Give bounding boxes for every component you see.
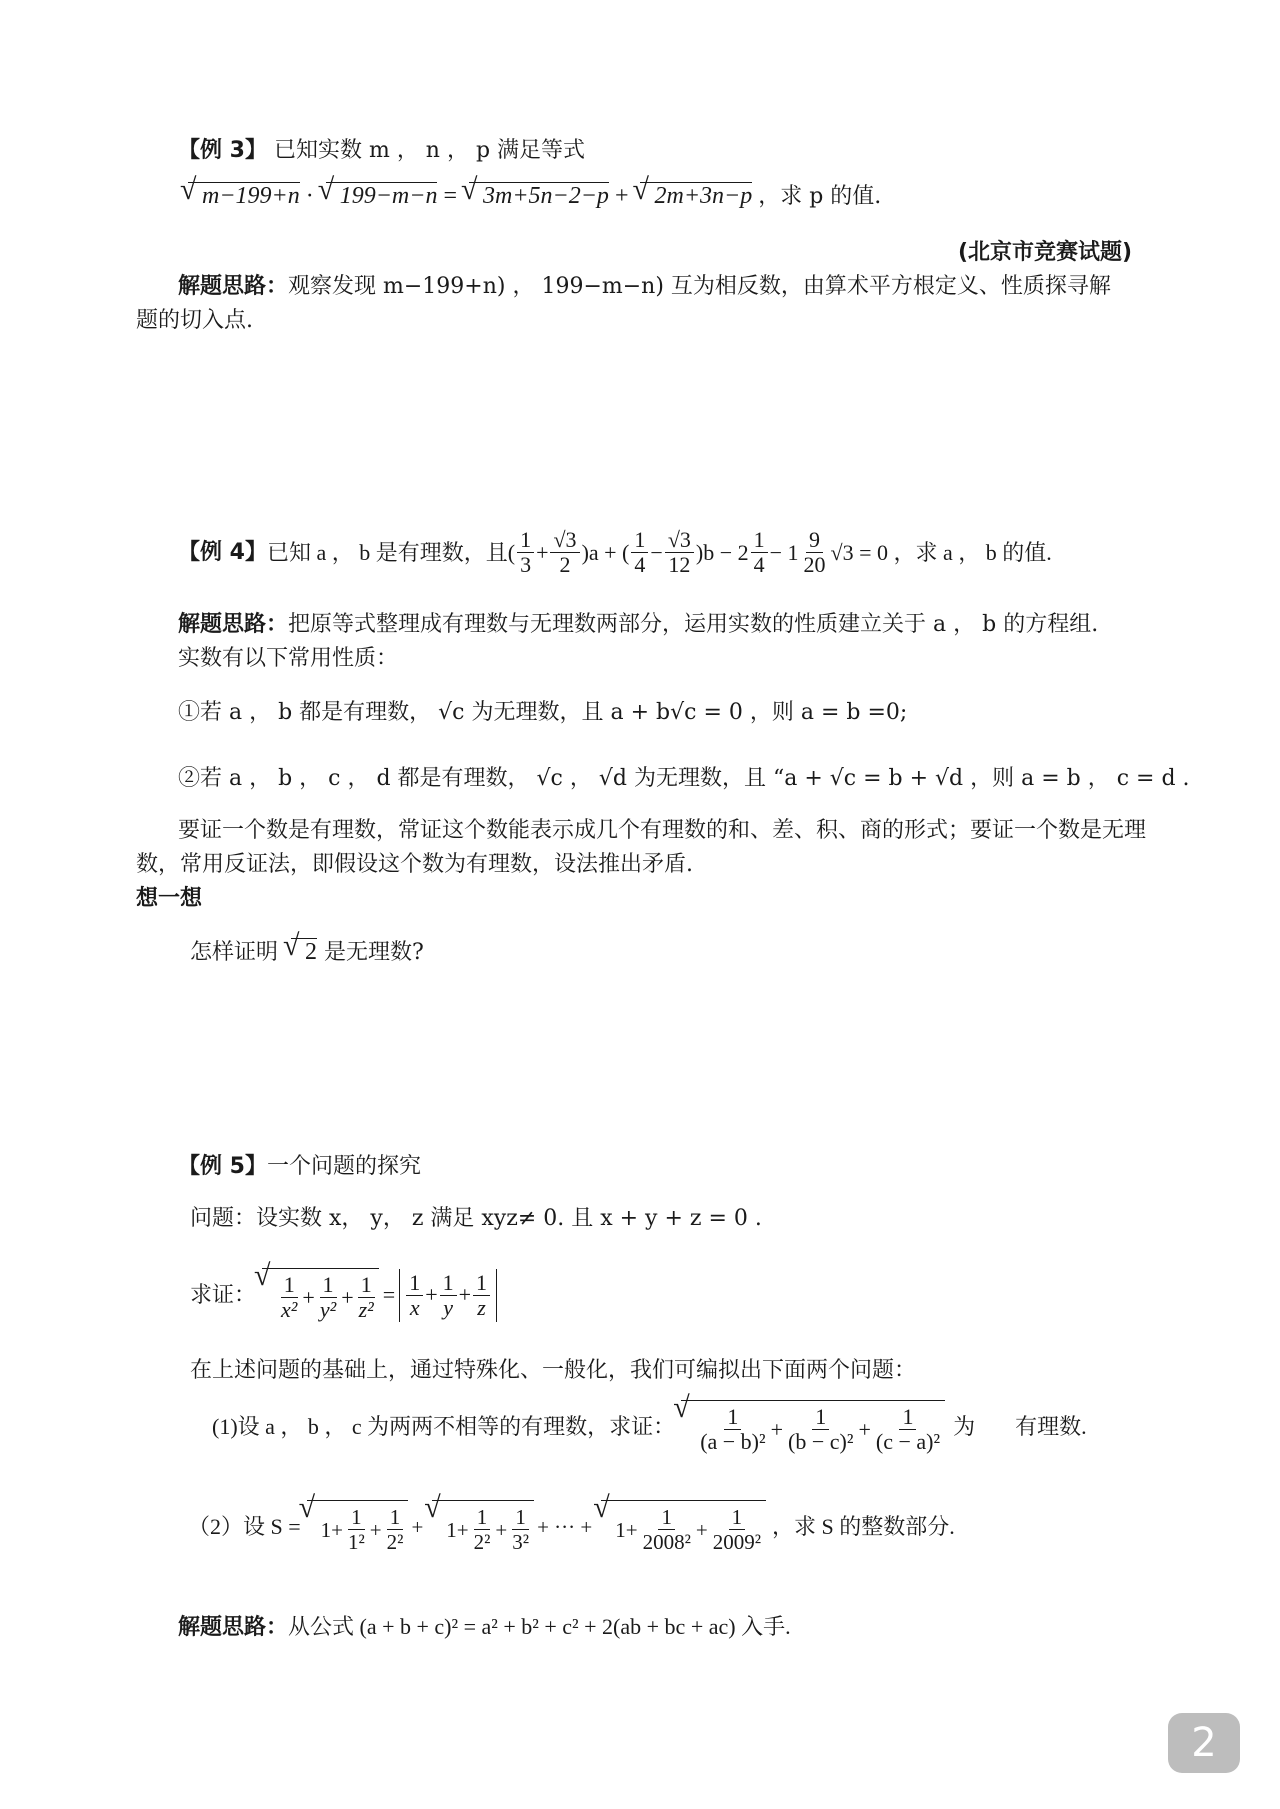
ex3-intro: 已知实数 m ， n ， p 满足等式 (273, 138, 586, 163)
numerator: 1 (729, 1505, 746, 1530)
ex4-hint-line1: 把原等式整理成有理数与无理数两部分，运用实数的性质建立关于 a ， b 的方程组. (288, 612, 1099, 637)
denominator: 2 (559, 552, 571, 577)
denominator: 2² (386, 1530, 404, 1554)
fraction (631, 528, 648, 577)
ex4-hint-line2: 实数有以下常用性质： (178, 646, 399, 671)
ex5-prove-label: 求证： (190, 1282, 257, 1307)
ex5-q2-post: ，求 S 的整数部分. (772, 1514, 955, 1539)
fraction (873, 1405, 943, 1454)
ex3-hint-line2: 题的切入点. (136, 308, 253, 333)
ex5-prove-equation (190, 1268, 497, 1322)
ex4-statement (178, 528, 1052, 577)
plus-sign: + (770, 1416, 784, 1442)
ex5-hint (178, 1612, 791, 1643)
fraction (697, 1405, 768, 1454)
ex3-radical-3: √ 3m+5n−2−p (469, 182, 609, 209)
think-question-pre: 怎样证明 (190, 940, 279, 965)
ex4-hint (178, 610, 1098, 640)
fraction (317, 1273, 339, 1322)
fraction (785, 1405, 856, 1454)
denominator: z (477, 1294, 486, 1320)
ex5-q2-radical-1 (307, 1500, 409, 1554)
fraction (473, 1271, 490, 1320)
numerator: 1 (473, 1271, 490, 1296)
denominator: 3 (520, 552, 532, 577)
ex4-property-1: ①若 a ， b 都是有理数， √c 为无理数，且 a + b√c = 0 ，则 a = b =0; (178, 700, 908, 725)
plus-sign: + (302, 1284, 315, 1310)
numerator: 1 (348, 1505, 365, 1530)
ex5-context: 在上述问题的基础上，通过特殊化、一般化，我们可编拟出下面两个问题： (190, 1358, 917, 1383)
ex5-q1-post2: 有理数. (1015, 1414, 1087, 1439)
denominator: 2² (473, 1530, 491, 1554)
denominator: (c − a)² (875, 1429, 941, 1454)
fraction (471, 1505, 494, 1554)
denominator: 4 (753, 552, 765, 577)
think-question-post: 是无理数? (324, 940, 424, 965)
fraction (278, 1273, 300, 1322)
denominator: x (409, 1294, 420, 1320)
ex5-q2-dots: + ··· + (537, 1514, 593, 1539)
ex5-hint-text: 从公式 (a + b + c)² = a² + b² + c² + 2(ab + bc + ac) 入手. (288, 1614, 791, 1639)
ex5-q2-radical-2 (432, 1500, 534, 1554)
numerator: √ 1 (724, 1405, 741, 1430)
denominator: 2009² (712, 1530, 762, 1554)
numerator: √3 (665, 528, 694, 553)
fraction (665, 528, 694, 577)
plus-sign: + (456, 1517, 469, 1542)
denominator: 3² (512, 1530, 530, 1554)
one: √ 1 (446, 1517, 457, 1542)
ex4-hint-label: 解题思路： (178, 612, 289, 637)
one: √ 1 (320, 1517, 332, 1542)
plus-sign: + (341, 1284, 354, 1310)
numerator: 1 (512, 1505, 529, 1530)
denominator: y² (319, 1297, 337, 1322)
ex4-property-2: ②若 a ， b ， c ， d 都是有理数， √c ， √d 为无理数，且 “a + √c = b + √d ，则 a = b ， c = d . (178, 766, 1190, 791)
ex5-q2-pre: （2）设 S = (188, 1514, 301, 1539)
ex3-heading (178, 136, 585, 166)
ex5-q1-post1: 为 (953, 1414, 976, 1439)
ex4-paragraph-line2: 数，常用反证法，即假设这个数为有理数，设法推出矛盾. (136, 852, 693, 877)
ex5-intro: 一个问题的探究 (266, 1154, 421, 1179)
fraction (640, 1505, 694, 1554)
ex3-radical-4: √ 2m+3n−p (640, 182, 752, 209)
denominator: 1² (348, 1530, 365, 1554)
numerator: 1 (474, 1505, 491, 1530)
plus-sign: + (858, 1416, 871, 1442)
ex5-hint-label: 解题思路： (178, 1615, 289, 1640)
numerator: 1 (751, 528, 768, 553)
ex5-q2-radical-3 (601, 1500, 766, 1554)
ex3-radical-2: √ 199−m−n (326, 182, 438, 209)
numerator: √ 1 (281, 1273, 298, 1298)
ex4-mid3: − 1 (769, 539, 799, 565)
fraction (550, 528, 579, 577)
think-title: 想一想 (136, 886, 203, 911)
ex3-dot: · (305, 183, 314, 209)
numerator: 9 (806, 528, 823, 553)
plus-sign: + (425, 1282, 438, 1307)
numerator: 1 (387, 1505, 404, 1530)
ex5-q1-radical (681, 1400, 945, 1454)
ex5-question-1 (212, 1400, 1087, 1454)
plus-sign: + (536, 539, 549, 565)
ex3-plus: + (614, 183, 629, 209)
ex5-problem: 问题：设实数 x， y， z 满足 xyz≠ 0. 且 x + y + z = 0 . (190, 1206, 762, 1231)
denominator: y (443, 1294, 453, 1320)
plus-sign: + (458, 1282, 472, 1307)
fraction (517, 528, 534, 577)
fraction (440, 1271, 457, 1320)
numerator: 1 (899, 1405, 916, 1430)
fraction (710, 1505, 764, 1554)
ex5-heading (178, 1152, 421, 1182)
ex5-label: 【例 5】 (178, 1154, 267, 1179)
numerator: √3 (550, 528, 579, 553)
fraction (384, 1505, 407, 1554)
ex3-hint (178, 272, 1111, 302)
plus-sign: + (369, 1517, 382, 1542)
ex5-q1-pre: (1)设 a ， b ， c 为两两不相等的有理数，求证： (212, 1414, 676, 1439)
numerator: 1 (812, 1405, 829, 1430)
denominator: 20 (803, 552, 826, 577)
ex5-question-2 (188, 1500, 955, 1554)
fraction (801, 528, 829, 577)
think-radical: √ 2 (291, 938, 317, 965)
plus-sign: + (331, 1517, 343, 1542)
denominator: (b − c)² (788, 1429, 854, 1454)
denominator: 2008² (642, 1530, 691, 1554)
plus-sign: + (411, 1514, 424, 1539)
equals-sign: = (382, 1282, 396, 1307)
ex4-mid1: )a + ( (581, 539, 630, 565)
fraction (356, 1273, 377, 1322)
ex3-equals: = (443, 183, 458, 209)
ex3-radical-1: √ m−199+n (188, 182, 300, 209)
ex4-label: 【例 4】 (178, 539, 267, 565)
fraction (406, 1271, 423, 1320)
denominator: (a − b)² (700, 1429, 766, 1454)
numerator: 1 (406, 1271, 423, 1296)
ex4-paragraph-line1: 要证一个数是有理数，常证这个数能表示成几个有理数的和、差、积、商的形式；要证一个数是无理 (178, 818, 1147, 843)
ex4-mid2: )b − 2 (695, 539, 749, 565)
one: √ 1 (615, 1517, 626, 1542)
page-number-badge: 2 (1168, 1713, 1240, 1773)
denominator: z² (358, 1297, 374, 1322)
minus-sign: − (650, 539, 663, 565)
plus-sign: + (625, 1517, 638, 1542)
numerator: 1 (631, 528, 648, 553)
fraction (751, 528, 768, 577)
ex5-abs-value (399, 1269, 497, 1322)
ex3-hint-line1: 观察发现 m−199+n) ， 199−m−n) 互为相反数，由算术平方根定义、性质探寻解 (288, 274, 1111, 299)
fraction (345, 1505, 368, 1554)
plus-sign: + (695, 1517, 708, 1542)
fraction (509, 1505, 532, 1554)
plus-sign: + (495, 1517, 508, 1542)
think-question (190, 938, 424, 968)
numerator: 1 (440, 1271, 457, 1296)
numerator: 1 (517, 528, 534, 553)
ex4-intro: 已知 a ， b 是有理数，且( (266, 539, 516, 565)
numerator: 1 (658, 1505, 675, 1530)
numerator: 1 (358, 1273, 375, 1298)
ex3-source: (北京市竞赛试题) (958, 240, 1133, 265)
ex3-hint-label: 解题思路： (178, 274, 289, 299)
numerator: 1 (320, 1273, 337, 1298)
ex3-equation (182, 182, 881, 212)
denominator: 4 (634, 552, 646, 577)
denominator: 12 (668, 552, 691, 577)
ex5-big-radical (262, 1268, 379, 1322)
ex4-tail: √3 = 0 ，求 a ， b 的值. (830, 539, 1052, 565)
ex3-label: 【例 3】 (178, 138, 267, 163)
ex3-question: ，求 p 的值. (758, 184, 882, 209)
denominator: x² (281, 1297, 298, 1322)
